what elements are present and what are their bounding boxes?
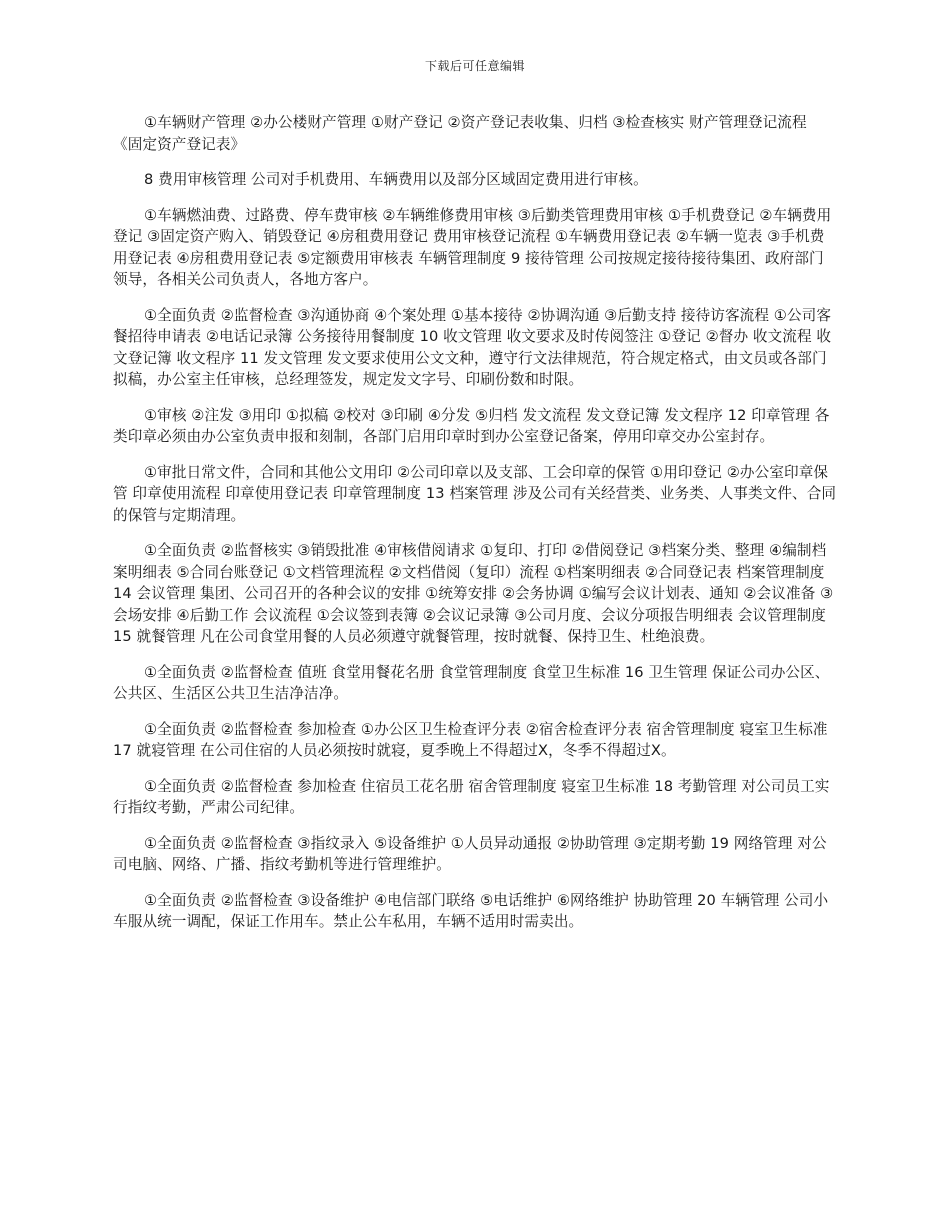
- paragraph-5: ①审核 ②注发 ③用印 ①拟稿 ②校对 ③印刷 ④分发 ⑤归档 发文流程 发文登记簿 发文程序 12 印章管理 各类印章必须由办公室负责申报和刻制，各部门启用印章时到办公室登记备案，停用印章交办公室封存。: [113, 406, 830, 445]
- paragraph-4: ①全面负责 ②监督检查 ③沟通协商 ④个案处理 ①基本接待 ②协调沟通 ③后勤支持 接待访客流程 ①公司客餐招待申请表 ②电话记录簿 公务接待用餐制度 10 收文管理 收文要求及时传阅签注 ①登记 ②督办 收文流程 收文登记簿 收文程序 11 发文管理 发文要求使用公文文种，遵守行文法律规范，符合规定格式，由文员或各部门拟稿，办公室主任审核，总经理签发，规定发文字号、印刷份数和时限。: [113, 306, 832, 388]
- paragraph-11: ①全面负责 ②监督检查 ③指纹录入 ⑤设备维护 ①人员异动通报 ②协助管理 ③定期考勤 19 网络管理 对公司电脑、网络、广播、指纹考勤机等进行管理维护。: [113, 834, 827, 873]
- paragraph-6: ①审批日常文件，合同和其他公文用印 ②公司印章以及支部、工会印章的保管 ①用印登记 ②办公室印章保管 印章使用流程 印章使用登记表 印章管理制度 13 档案管理 涉及公司有关经营类、业务类、人事类文件、合同的保管与定期清理。: [113, 463, 837, 524]
- paragraph-3: ①车辆燃油费、过路费、停车费审核 ②车辆维修费用审核 ③后勤类管理费用审核 ①手机费登记 ②车辆费用登记 ③固定资产购入、销毁登记 ④房租费用登记 费用审核登记流程 ①车辆费用登记表 ②车辆一览表 ③手机费用登记表 ④房租费用登记表 ⑤定额费用审核表 车辆管理制度 9 接待管理 公司按规定接待接待集团、政府部门领导，各相关公司负责人，各地方客户。: [113, 206, 832, 288]
- paragraph-7: ①全面负责 ②监督核实 ③销毁批准 ④审核借阅请求 ①复印、打印 ②借阅登记 ③档案分类、整理 ④编制档案明细表 ⑤合同台账登记 ①文档管理流程 ②文档借阅（复印）流程 ①档案明细表 ②合同登记表 档案管理制度 14 会议管理 集团、公司召开的各种会议的安排 ①统筹安排 ②会务协调 ①编写会议计划表、通知 ②会议准备 ③会场安排 ④后勤工作 会议流程 ①会议签到表簿 ②会议记录簿 ③公司月度、会议分项报告明细表 会议管理制度 15 就餐管理 凡在公司食堂用餐的人员必须遵守就餐管理，按时就餐、保持卫生、杜绝浪费。: [113, 542, 834, 645]
- paragraph-2: 8 费用审核管理 公司对手机费用、车辆费用以及部分区域固定费用进行审核。: [144, 171, 648, 188]
- paragraph-8: ①全面负责 ②监督检查 值班 食堂用餐花名册 食堂管理制度 食堂卫生标准 16 卫生管理 保证公司办公区、公共区、生活区公共卫生洁净洁净。: [113, 663, 830, 702]
- paragraph-9: ①全面负责 ②监督检查 参加检查 ①办公区卫生检查评分表 ②宿舍检查评分表 宿舍管理制度 寝室卫生标准 17 就寝管理 在公司住宿的人员必须按时就寝，夏季晚上不得超过X，冬季不得超过X。: [113, 720, 828, 759]
- paragraph-1: ①车辆财产管理 ②办公楼财产管理 ①财产登记 ②资产登记表收集、归档 ③检查核实 财产管理登记流程 《固定资产登记表》: [113, 114, 807, 153]
- page-header: 下载后可任意编辑: [424, 59, 525, 73]
- paragraph-10: ①全面负责 ②监督检查 参加检查 住宿员工花名册 宿舍管理制度 寝室卫生标准 18 考勤管理 对公司员工实行指纹考勤，严肃公司纪律。: [113, 777, 830, 816]
- paragraph-12: ①全面负责 ②监督检查 ③设备维护 ④电信部门联络 ⑤电话维护 ⑥网络维护 协助管理 20 车辆管理 公司小车服从统一调配，保证工作用车。禁止公车私用，车辆不适用时需卖出。: [113, 891, 829, 930]
- document-body: [113, 112, 838, 947]
